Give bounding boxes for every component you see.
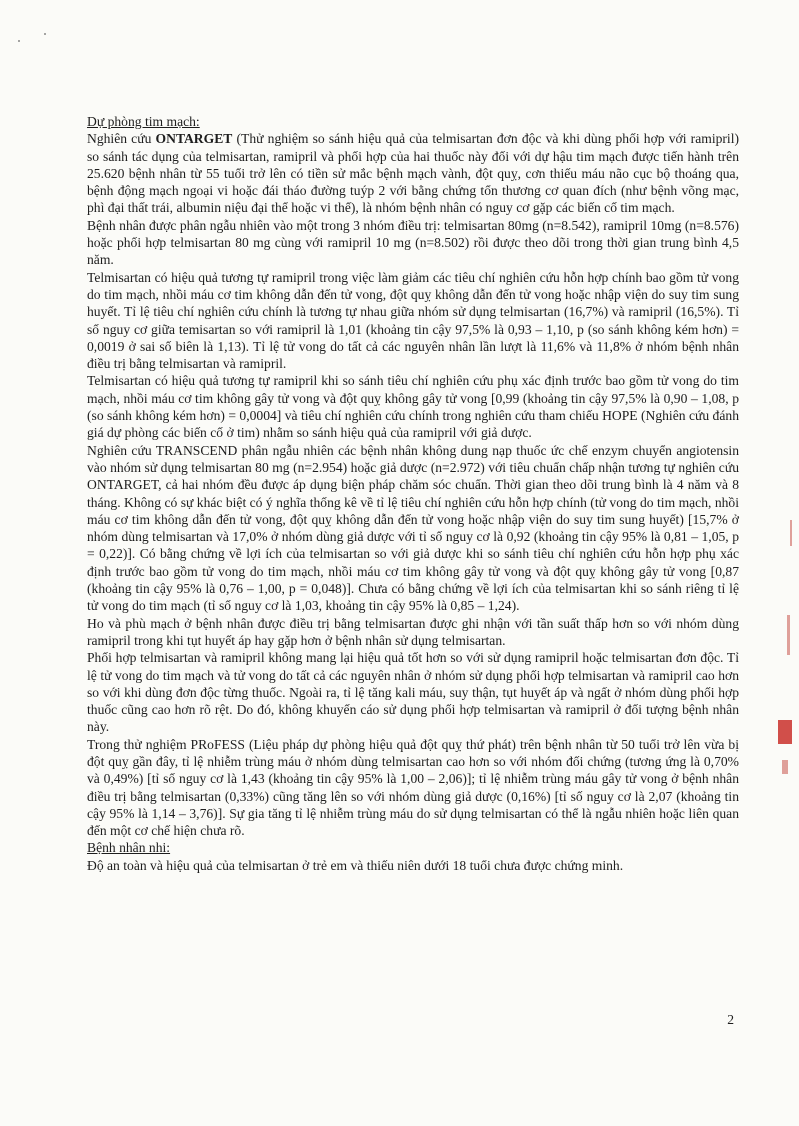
paragraph-transcend: Nghiên cứu TRANSCEND phân ngẫu nhiên các bệnh nhân không dung nạp thuốc ức chế enzym chuyển angiotensin vào nhóm sử dụng telmisartan 80 mg (n=2.954) hoặc giả dược (n=2.972) với tiêu chuẩn chấp nhận tương tự nghiên cứu ONTARGET, cả hai nhóm đều được áp dụng biện pháp chăm sóc chuẩn. Thời gian theo dõi trung bình là 4 năm và 8 tháng. Không có sự khác biệt có ý nghĩa thống kê về tỉ lệ tiêu chí nghiên cứu hỗn hợp chính (tử vong do tim mạch, nhồi máu cơ tim không dẫn đến tử vong, đột quỵ không dẫn đến tử vong hoặc nhập viện do suy tim sung huyết) [15,7% ở nhóm dùng telmisartan và 17,0% ở nhóm dùng giả dược với tỉ số nguy cơ là 0,92 (khoảng tin cậy 95% là 0,81 – 1,05, p = 0,22)]. Có bằng chứng về lợi ích của telmisartan so với giả dược khi so sánh tiêu chí nghiên cứu hỗn hợp phụ xác định trước bao gồm tử vong do tim mạch, nhồi máu cơ tim không gây tử vong và đột quỵ không gây tử vong [0,87 (khoảng tin cậy 95% là 0,76 – 1,00, p = 0,048)]. Chưa có bằng chứng về lợi ích của telmisartan khi so sánh riêng tỉ lệ tử vong do tim mạch (tỉ số nguy cơ là 1,03, khoảng tin cậy 95% là 0,85 – 1,24).: [87, 442, 739, 614]
section-heading-cardiovascular-prevention: Dự phòng tim mạch:: [87, 114, 200, 129]
scan-edge-mark: [782, 760, 788, 774]
ontarget-description: (Thử nghiệm so sánh hiệu quả của telmisartan đơn độc và khi dùng phối hợp với ramipril) so sánh tác dụng của telmisartan, ramipril và phối hợp của hai thuốc này đối với dự hậu tim mạch được tiến hành trên 25.620 bệnh nhân từ 55 tuổi trở lên có tiền sử mắc bệnh mạch vành, đột quỵ, cơn thiếu máu não cục bộ thoáng qua, bệnh động mạch ngoại vi hoặc đái tháo đường tuýp 2 với bằng chứng tổn thương cơ quan đích (như bệnh võng mạc, phì đại thất trái, albumin niệu đại thể hoặc vi thể), là nhóm bệnh nhân có nguy cơ gặp các biến cố tim mạch.: [87, 131, 739, 216]
ontarget-study-name: ONTARGET: [155, 131, 233, 147]
paragraph-pediatric: Độ an toàn và hiệu quả của telmisartan ở trẻ em và thiếu niên dưới 18 tuổi chưa được chứng minh.: [87, 857, 624, 873]
paragraph-profess: Trong thử nghiệm PRoFESS (Liệu pháp dự phòng hiệu quả đột quỵ thứ phát) trên bệnh nhân từ 50 tuổi trở lên vừa bị đột quỵ gần đây, tỉ lệ nhiễm trùng máu ở nhóm dùng telmisartan cao hơn so với nhóm đối chứng (tương ứng là 0,70% và 0,49%) [tỉ số nguy cơ là 1,43 (khoảng tin cậy 95% là 1,00 – 2,06)]; tỉ lệ nhiễm trùng máu gây tử vong ở bệnh nhân điều trị bằng telmisartan (0,33%) cũng tăng lên so với nhóm dùng giả dược (0,16%) [tỉ số nguy cơ là 2,07 (khoảng tin cậy 95% là 1,14 – 3,76)]. Sự gia tăng tỉ lệ nhiễm trùng máu do sử dụng telmisartan có thể là ngẫu nhiên hoặc liên quan đến một cơ chế hiện chưa rõ.: [87, 736, 739, 839]
scan-edge-mark: [778, 720, 792, 744]
page-number: 2: [727, 1012, 734, 1027]
paragraph-secondary-efficacy: Telmisartan có hiệu quả tương tự ramipril khi so sánh tiêu chí nghiên cứu phụ xác định trước bao gồm tử vong do tim mạch, nhồi máu cơ tim không gây tử vong và đột quỵ không gây tử vong [0,99 (khoảng tin cậy 97,5% là 0,90 – 1,08, p (so sánh không kém hơn) = 0,0004] và tiêu chí nghiên cứu chính trong nghiên cứu tham chiếu HOPE (Nghiên cứu đánh giá dự phòng các biến cố ở tim) nhằm so sánh hiệu quả của ramipril với giả dược.: [87, 373, 739, 441]
scan-speck: [18, 40, 20, 42]
scan-edge-mark: [790, 520, 792, 546]
paragraph-randomization: Bệnh nhân được phân ngẫu nhiên vào một trong 3 nhóm điều trị: telmisartan 80mg (n=8.542), ramipril 10mg (n=8.576) hoặc phối hợp telmisartan 80 mg cùng với ramipril 10 mg (n=8.502) rồi được theo dõi trong thời gian trung bình 4,5 năm.: [87, 217, 739, 268]
paragraph-ontarget: [87, 130, 739, 216]
section-heading-pediatric: Bệnh nhân nhi:: [87, 840, 171, 856]
paragraph-combination-therapy: Phối hợp telmisartan và ramipril không mang lại hiệu quả tốt hơn so với sử dụng ramipril hoặc telmisartan đơn độc. Tỉ lệ tử vong do tim mạch và tử vong do tất cả các nguyên nhân ở nhóm sử dụng phối hợp telmisartan và ramipril cao hơn so với khi dùng đơn độc từng thuốc. Ngoài ra, tỉ lệ tăng kali máu, suy thận, tụt huyết áp và ngất ở nhóm dùng phối hợp thuốc cũng cao hơn rõ rệt. Do đó, không khuyến cáo sử dụng phối hợp telmisartan và ramipril ở đối tượng bệnh nhân này.: [87, 650, 739, 735]
document-body: [87, 113, 739, 874]
paragraph-cough-angioedema: Ho và phù mạch ở bệnh nhân được điều trị bằng telmisartan được ghi nhận với tần suất thấp hơn so với nhóm dùng ramipril trong khi tụt huyết áp hay gặp hơn ở bệnh nhân sử dụng telmisartan.: [87, 615, 739, 648]
scan-edge-mark: [787, 615, 790, 655]
ontarget-intro-text: Nghiên cứu: [87, 131, 156, 147]
scan-speck: [44, 33, 46, 35]
paragraph-primary-efficacy: Telmisartan có hiệu quả tương tự ramipril trong việc làm giảm các tiêu chí nghiên cứu hỗn hợp chính bao gồm tử vong do tim mạch, nhồi máu cơ tim không dẫn đến tử vong, đột quỵ không dẫn đến tử vong hoặc nhập viện do suy tim sung huyết. Tỉ lệ tiêu chí nghiên cứu chính là tương tự nhau giữa nhóm sử dụng telmisartan (16,7%) và ramipril (16,5%). Tỉ số nguy cơ giữa temisartan so với ramipril là 1,01 (khoảng tin cậy 97,5% là 0,93 – 1,10, p (so sánh không kém hơn) = 0,0019 ở sai số biên là 1,13). Tỉ lệ tử vong do tất cả các nguyên nhân lần lượt là 11,6% và 11,8% ở nhóm bệnh nhân điều trị bằng telmisartan và ramipril.: [87, 269, 739, 372]
